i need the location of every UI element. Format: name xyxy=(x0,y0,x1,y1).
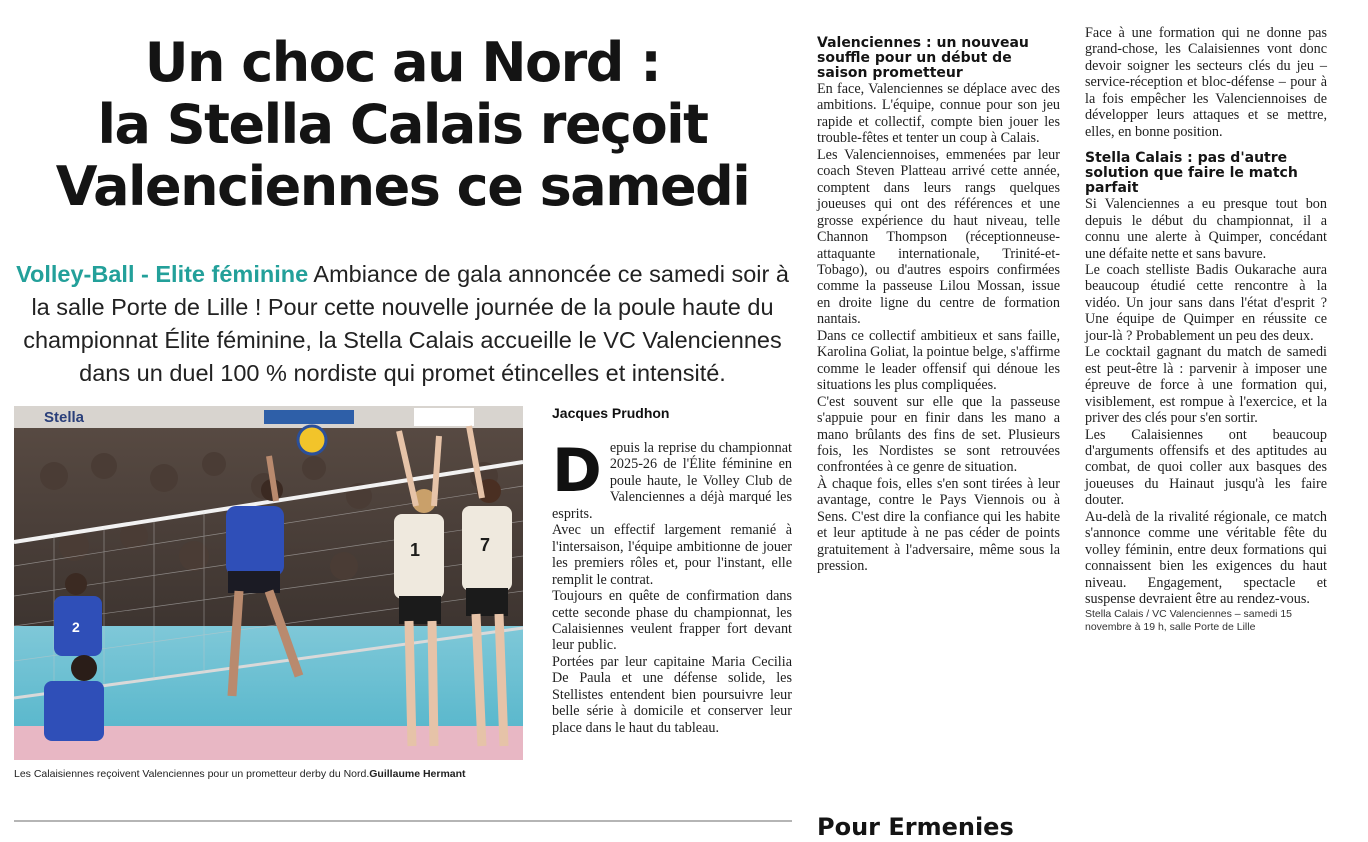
headline xyxy=(10,32,795,218)
next-article-title: Pour Ermenies xyxy=(817,813,1014,841)
jersey-number-1: 1 xyxy=(410,540,421,560)
paragraph: Au-delà de la rivalité régionale, ce match s'annonce comme une véritable fête du volley féminin, entre deux formations qui connaissent bien les exigences du haut niveau. Engagement, spectacle et suspense devraient être au rendez-vous. xyxy=(1085,508,1327,608)
rubric-label: Volley-Ball - Elite féminine xyxy=(16,261,309,287)
caption-text: Les Calaisiennes reçoivent Valenciennes pour un prometteur derby du Nord. xyxy=(14,768,370,780)
article-column-1 xyxy=(552,436,792,736)
sponsor-panel xyxy=(264,410,354,424)
paragraph: À chaque fois, elles s'en sont tirées à leur avantage, contre le Pays Viennois ou à Sens. C'est dire la confiance qui les habite et leur aptitude à ne pas céder de points gratuitement à l'adversaire, même sous la pression. xyxy=(817,475,1060,575)
drop-cap: D xyxy=(552,436,602,506)
jersey-number-2: 2 xyxy=(72,619,80,635)
paragraph: Les Calaisiennes ont beaucoup d'arguments offensifs et des aptitudes au combat, de quoi coller aux basques des joueuses du Hainaut jusqu'à les faire douter. xyxy=(1085,426,1327,509)
lede xyxy=(10,258,795,390)
paragraph: epuis la reprise du championnat 2025-26 de l'Élite féminine en poule haute, le Volley Club de Valenciennes a déjà marqué les esprits. xyxy=(552,440,792,522)
lede-text: Ambiance de gala annoncée ce samedi soir à la salle Porte de Lille ! Pour cette nouvelle journée de la poule haute du championnat Élite féminine, la Stella Calais accueille le VC Valenciennes dans un duel 100 % nordiste qui promet étincelles et intensité. xyxy=(23,261,789,386)
paragraph: Les Valenciennoises, emmenées par leur coach Steven Platteau arrivé cette année, comptent dans leurs rangs quelques joueuses qui ont des références et une grosse expérience du haut niveau, telle Channon Thompson (réceptionneuse-attaquante internationale, Trinité-et-Tobago), ou d'autres espoirs confirmées comme la passeuse Lilou Mossan, issue en droite ligne du centre de formation nantais. xyxy=(817,146,1060,328)
paragraph: Dans ce collectif ambitieux et sans faille, Karolina Goliat, la pointue belge, s'affirme comme le leader offensif qui dénoue les situations les plus compliquées. xyxy=(817,327,1061,394)
divider-rule xyxy=(14,820,792,822)
paragraph: Le coach stelliste Badis Oukarache aura beaucoup étudié cette rencontre à la vidéo. Un jour sans dans l'état d'esprit ? Une équipe de Quimper en réussite ce jour-là ? Probablement un peu des deux. xyxy=(1085,261,1327,344)
headline-line-1: Un choc au Nord : xyxy=(144,31,661,94)
paragraph: Le cocktail gagnant du match de samedi est peut-être là : parvenir à imposer une épreuve de force à une formation qui, visiblement, est rompue à l'exercice, et la priver des clés pour s'en sortir. xyxy=(1085,344,1327,427)
scoreboard-panel xyxy=(414,408,474,426)
subheading-stella-calais: Stella Calais : pas d'autre solution que faire le match parfait xyxy=(1085,150,1298,197)
volleyball-photo-illustration xyxy=(14,406,523,760)
photo-credit: Guillaume Hermant xyxy=(369,768,466,780)
headline-line-2: la Stella Calais reçoit xyxy=(97,93,708,156)
paragraph: En face, Valenciennes se déplace avec des ambitions. L'équipe, connue pour son jeu rapide et collectif, compte bien jouer les trouble-fêtes et tenter un coup à Calais. xyxy=(817,81,1060,147)
volleyball xyxy=(298,426,326,454)
match-info: Stella Calais / VC Valenciennes – samedi 15 novembre à 19 h, salle Porte de Lille xyxy=(1085,607,1293,633)
article-column-3 xyxy=(1085,25,1327,634)
paragraph: Portées par leur capitaine Maria Cecilia De Paula et une défense solide, les Stellistes entendent bien poursuivre leur belle série à domicile et conserver leur place dans le haut du tableau. xyxy=(552,653,792,736)
paragraph: C'est souvent sur elle que la passeuse s'appuie pour en finir dans les mano a mano brûlants des fins de set. Plusieurs fois, les Nordistes se sont retrouvées confrontées à ce genre de situation. xyxy=(817,393,1060,476)
paragraph: Avec un effectif largement remanié à l'intersaison, l'équipe ambitionne de jouer les premiers rôles et, pour l'instant, elle remplit le contrat. xyxy=(552,522,792,588)
banner-text: Stella xyxy=(44,409,85,426)
headline-line-3: Valenciennes ce samedi xyxy=(55,155,750,218)
byline: Jacques Prudhon xyxy=(552,405,670,421)
subheading-valenciennes: Valenciennes : un nouveau souffle pour un début de saison prometteur xyxy=(817,35,1029,81)
paragraph: Toujours en quête de confirmation dans cette seconde phase du championnat, les Calaisiennes veulent frapper fort devant leur public. xyxy=(552,588,792,654)
article-column-2 xyxy=(817,25,1060,575)
paragraph: Si Valenciennes a eu presque tout bon depuis le début du championnat, il a connu une alerte à Quimper, concédant une défaite nette et sans bavure. xyxy=(1085,196,1327,262)
article-photo xyxy=(14,406,523,760)
jersey-number-3: 7 xyxy=(480,535,491,555)
photo-caption xyxy=(14,768,526,781)
paragraph: Face à une formation qui ne donne pas grand-chose, les Calaisiennes vont donc devoir soigner les secteurs clés du jeu – service-réception et bloc-défense – pour à la fois empêcher les Valenciennoises de développer leurs attaques et se mettre, elles, en bonne position. xyxy=(1085,25,1327,140)
